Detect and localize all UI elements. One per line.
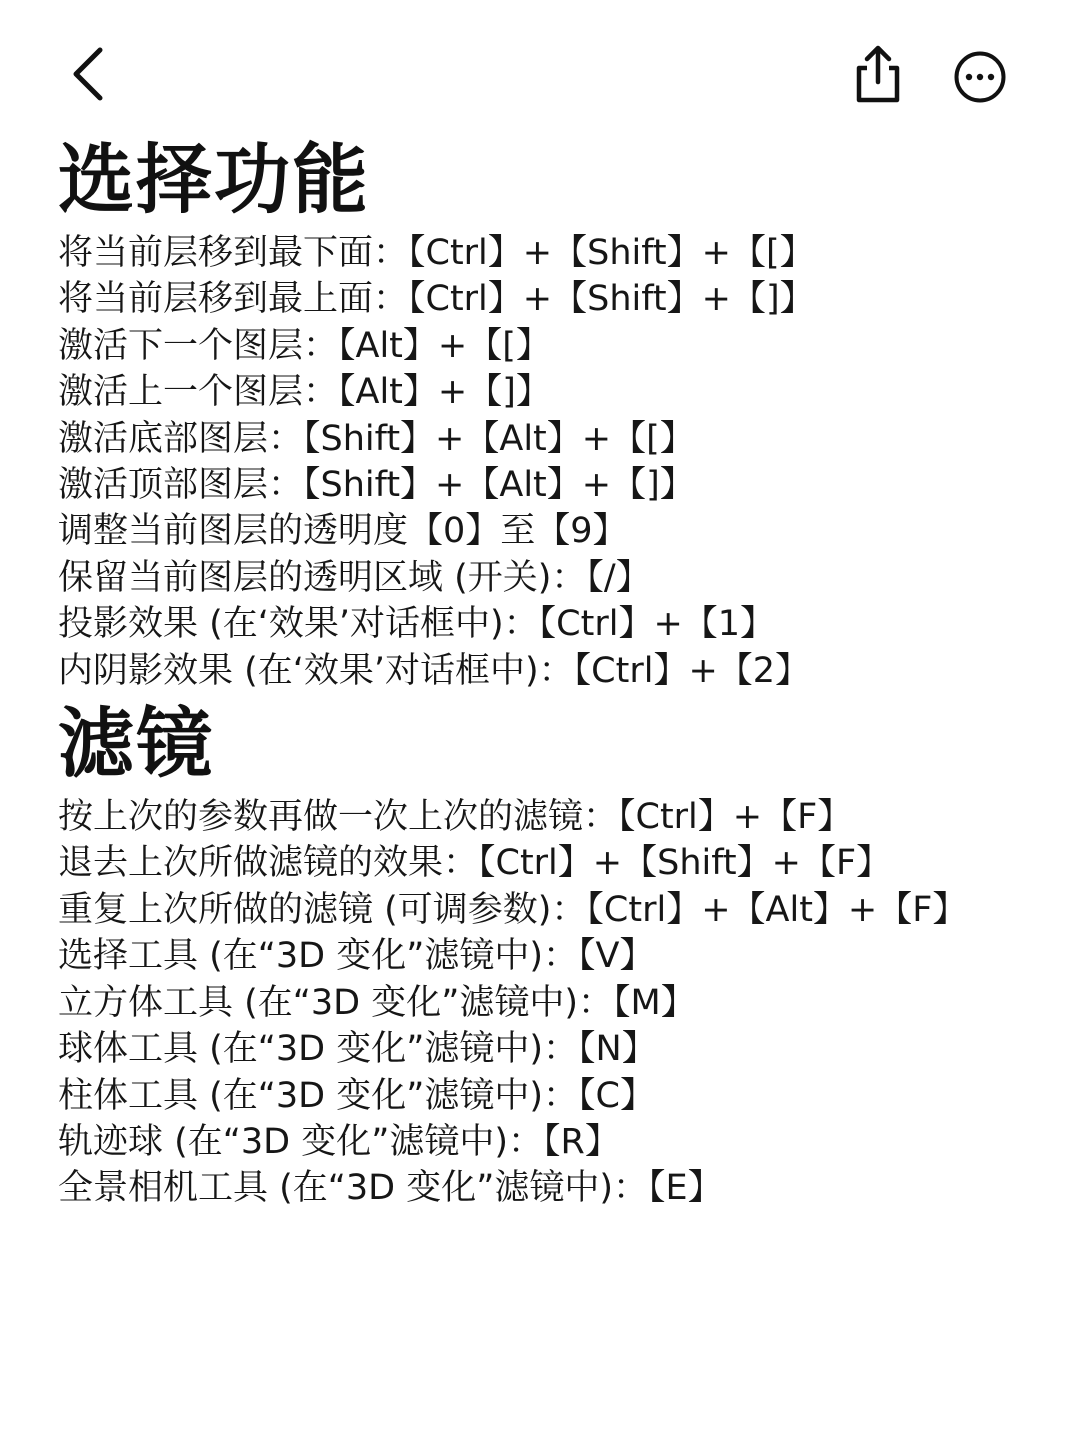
shortcut-line: 重复上次所做的滤镜 (可调参数)：【Ctrl】+【Alt】+【F】	[58, 889, 968, 930]
more-button[interactable]	[953, 50, 1007, 104]
back-button[interactable]	[66, 46, 114, 102]
top-bar	[0, 0, 1080, 130]
chevron-left-icon	[66, 46, 114, 102]
shortcut-line: 柱体工具 (在“3D 变化”滤镜中)：【C】	[58, 1075, 655, 1116]
shortcut-line: 激活底部图层：【Shift】+【Alt】+【[】	[58, 418, 695, 459]
shortcut-line: 调整当前图层的透明度【0】至【9】	[58, 511, 628, 552]
section-title-selection: 选择功能	[58, 135, 370, 224]
article-content	[58, 130, 1058, 1212]
share-icon	[852, 44, 904, 104]
shortcut-list-selection	[58, 230, 1058, 694]
shortcut-line: 退去上次所做滤镜的效果：【Ctrl】+【Shift】+【F】	[58, 843, 892, 884]
share-button[interactable]	[852, 44, 904, 104]
section-title-filter: 滤镜	[58, 699, 214, 789]
shortcut-line: 将当前层移到最上面：【Ctrl】+【Shift】+【]】	[58, 279, 815, 320]
shortcut-line: 激活上一个图层：【Alt】+【]】	[58, 372, 551, 413]
shortcut-line: 按上次的参数再做一次上次的滤镜：【Ctrl】+【F】	[58, 797, 853, 838]
shortcut-line: 将当前层移到最下面：【Ctrl】+【Shift】+【[】	[58, 233, 815, 273]
shortcut-line: 激活顶部图层：【Shift】+【Alt】+【]】	[58, 465, 695, 506]
more-icon	[953, 50, 1007, 104]
shortcut-line: 保留当前图层的透明区域 (开关)：【/】	[58, 557, 651, 598]
shortcut-line: 球体工具 (在“3D 变化”滤镜中)：【N】	[58, 1029, 657, 1070]
shortcut-line: 轨迹球 (在“3D 变化”滤镜中)：【R】	[58, 1121, 620, 1162]
shortcut-line: 激活下一个图层：【Alt】+【[】	[58, 325, 551, 366]
shortcut-line: 投影效果 (在‘效果’对话框中)：【Ctrl】+【1】	[58, 604, 776, 645]
shortcut-line: 全景相机工具 (在“3D 变化”滤镜中)：【E】	[58, 1168, 723, 1209]
shortcut-line: 立方体工具 (在“3D 变化”滤镜中)：【M】	[58, 982, 696, 1023]
shortcut-list-filter	[58, 794, 1058, 1212]
shortcut-line: 选择工具 (在“3D 变化”滤镜中)：【V】	[58, 936, 655, 977]
shortcut-line: 内阴影效果 (在‘效果’对话框中)：【Ctrl】+【2】	[58, 650, 811, 691]
